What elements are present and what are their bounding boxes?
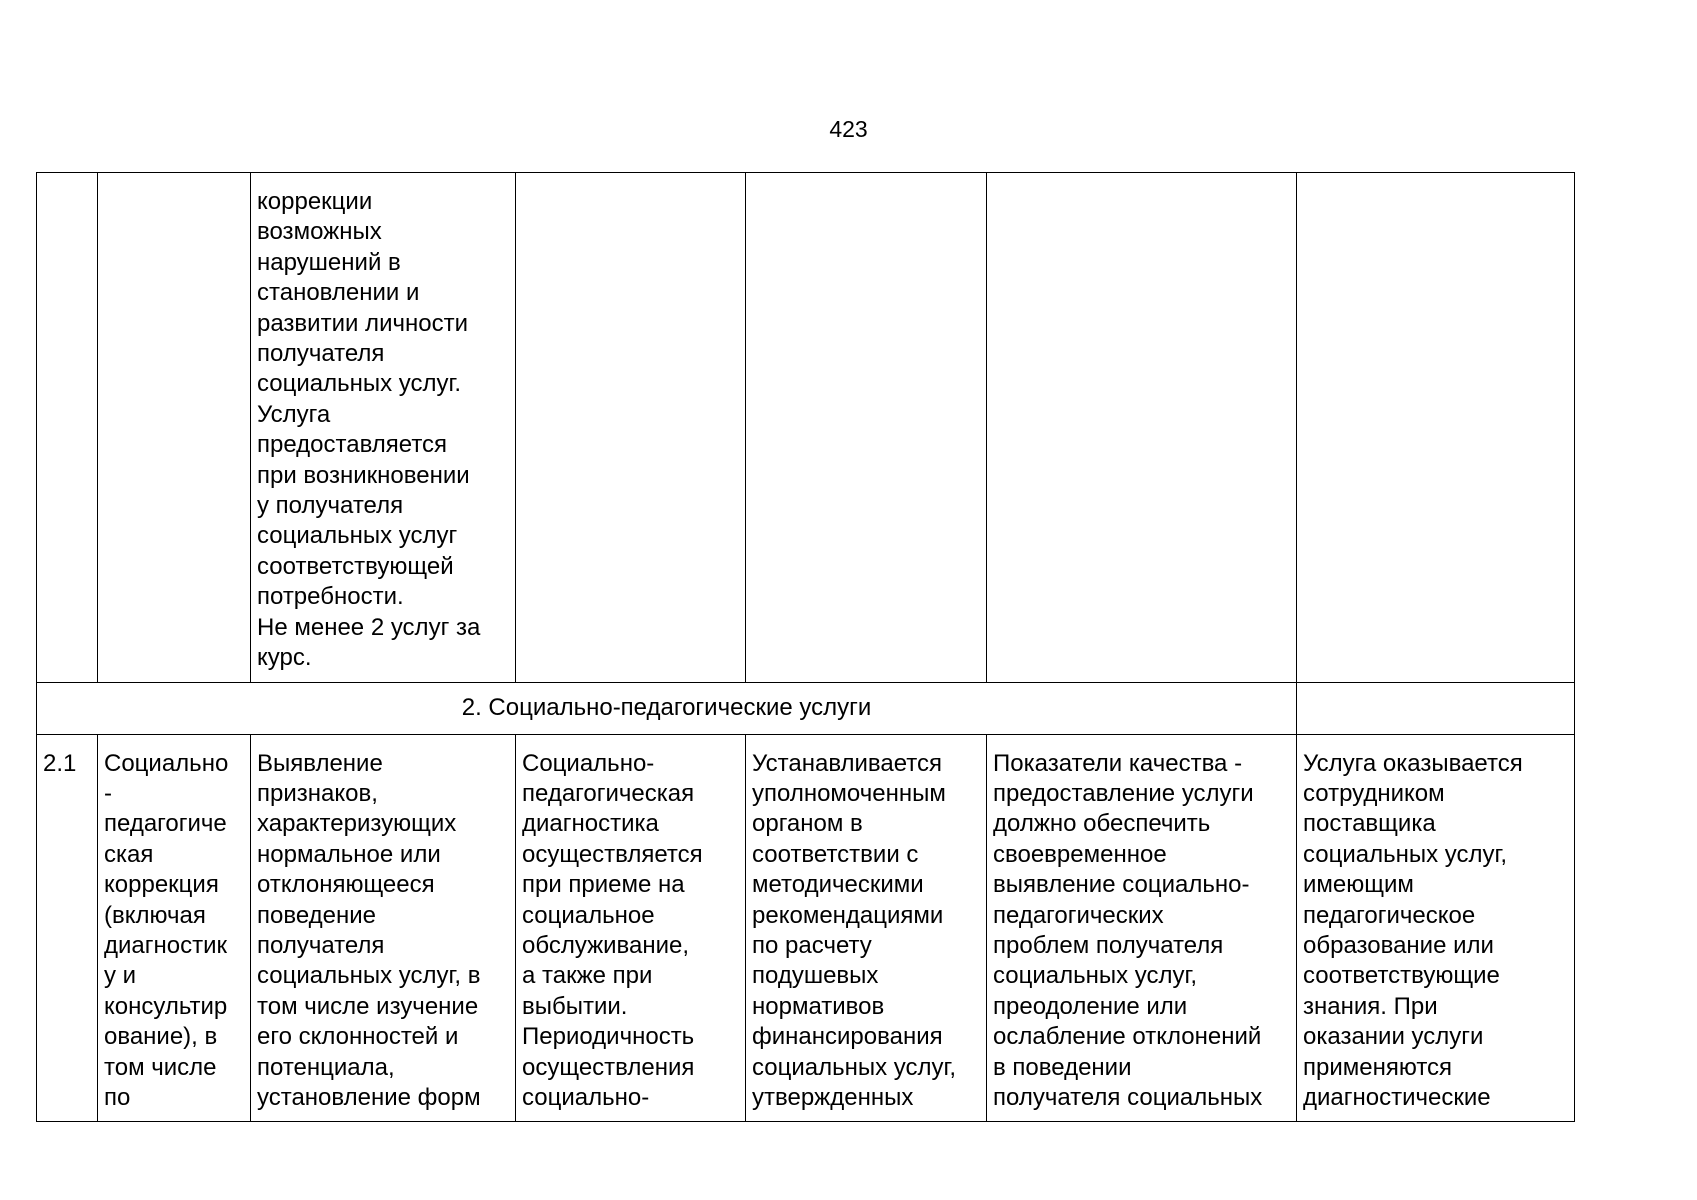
cell-item-periodicity: Социально- педагогическая диагностика осуществляется при приеме на социальное обслуживание, а также при выбытии. Периодичность осуществления социально- [516,734,746,1122]
cell-conditions-empty [1297,173,1575,683]
cell-item-description: Выявление признаков, характеризующих нормальное или отклоняющееся поведение получателя социальных услуг, в том числе изучение его склонностей и потенциала, установление форм [251,734,516,1122]
cell-section-empty [1297,682,1575,734]
table-row-section [37,682,1575,734]
cell-item-name: Социально - педагогиче ская коррекция (включая диагностик у и консультир ование), в том числе по [98,734,251,1122]
services-table [36,172,1575,1122]
cell-periodicity-empty [516,173,746,683]
cell-description-continued: коррекции возможных нарушений в становлении и развитии личности получателя социальных услуг. Услуга предоставляется при возникновении у получателя социальных услуг соответствующей потребности. Не менее 2 услуг за курс. [251,173,516,683]
cell-tariff-empty [746,173,987,683]
table-row-item [37,734,1575,1122]
cell-item-number: 2.1 [37,734,98,1122]
section-title: 2. Социально-педагогические услуги [37,682,1297,734]
page-number: 423 [829,116,868,142]
cell-name-empty [98,173,251,683]
cell-item-quality: Показатели качества - предоставление услуги должно обеспечить своевременное выявление социально- педагогических проблем получателя социальных услуг, преодоление или ослабление отклонений в поведении получателя социальных [987,734,1297,1122]
table-row-continuation [37,173,1575,683]
cell-item-conditions: Услуга оказывается сотрудником поставщика социальных услуг, имеющим педагогическое образование или соответствующие знания. При оказании услуги применяются диагностические [1297,734,1575,1122]
cell-item-tariff: Устанавливается уполномоченным органом в соответствии с методическими рекомендациями по расчету подушевых нормативов финансирования социальных услуг, утвержденных [746,734,987,1122]
cell-quality-empty [987,173,1297,683]
cell-number-empty [37,173,98,683]
